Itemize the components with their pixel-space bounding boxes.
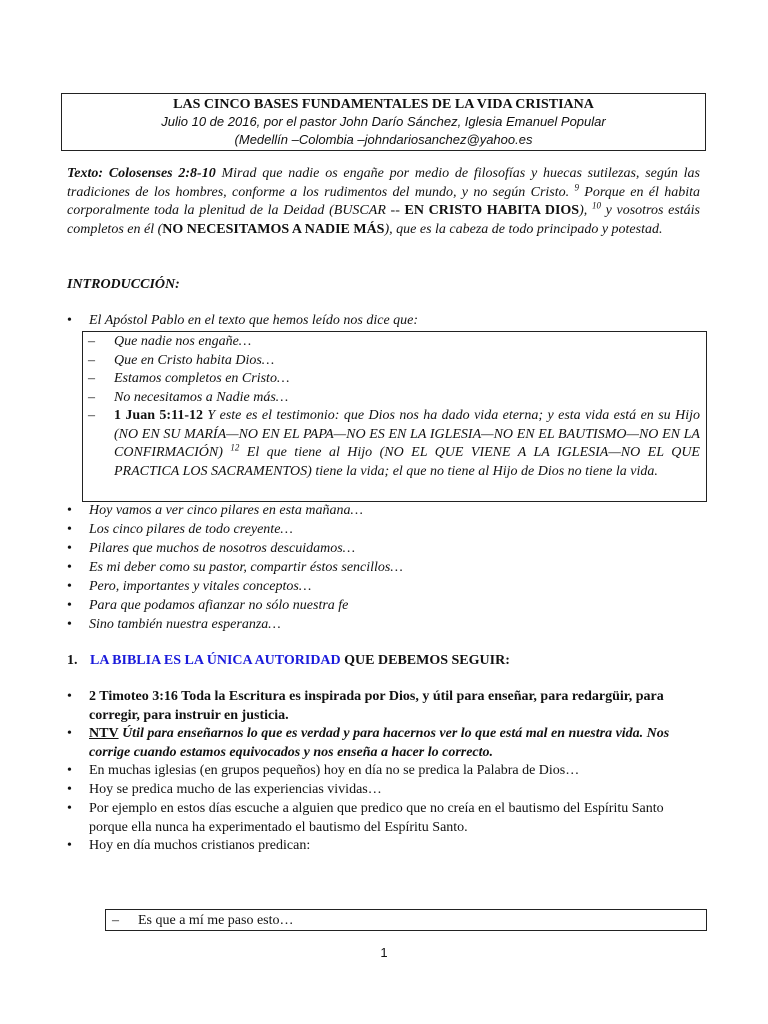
document-title: LAS CINCO BASES FUNDAMENTALES DE LA VIDA CRISTIANA (173, 97, 594, 112)
list-item (67, 688, 700, 725)
scripture-bold-2: NO NECESITAMOS A NADIE MÁS (162, 221, 385, 237)
scripture-text (67, 165, 700, 239)
section-heading-rest: QUE DEBEMOS SEGUIR: (340, 653, 510, 668)
ntv-label: NTV (89, 726, 119, 741)
page-number: 1 (380, 945, 388, 960)
list-item (67, 521, 293, 540)
sec1-item: Hoy se predica mucho de las experiencias vividas… (89, 782, 382, 797)
bullet-marker: • (67, 560, 72, 575)
example-text: Es que a mí me paso esto… (138, 913, 294, 928)
dash-marker: – (88, 408, 95, 423)
pillar-bullet: Pero, importantes y vitales conceptos… (89, 579, 312, 594)
scripture-part4: y vosotros estáis completos en él ( (67, 203, 700, 237)
pillar-bullet: Los cinco pilares de todo creyente… (89, 522, 293, 537)
list-item (67, 312, 418, 331)
scripture-part3: ), (579, 203, 592, 218)
section-number: 1. (67, 653, 78, 668)
list-item (67, 616, 281, 635)
quote-item: Que nadie nos engañe… (114, 334, 252, 349)
pillar-bullet: Es mi deber como su pastor, compartir éstos sencillos… (89, 560, 403, 575)
list-item (67, 578, 311, 597)
scripture-part5: ), que es la cabeza de todo principado y potestad. (384, 221, 663, 237)
scripture-part1: Mirad que nadie os engañe por medio de filosofías y huecas sutilezas, según las tradiciones de los hombres, conforme a los rudimentos del mundo, y no según Cristo. (67, 166, 700, 200)
dash-marker: – (88, 352, 95, 368)
document-subtitle-date: Julio 10 de 2016, por el pastor John Darío Sánchez, Iglesia Emanuel Popular (161, 114, 606, 129)
intro-bullet-text: El Apóstol Pablo en el texto que hemos leído nos dice que: (89, 313, 419, 328)
verse-number-12: 12 (230, 442, 240, 453)
list-item (67, 540, 355, 559)
bullet-marker: • (67, 726, 72, 741)
list-item (67, 597, 348, 616)
title-box (61, 93, 706, 151)
scripture-label: Texto: Colosenses 2:8-10 (67, 166, 216, 181)
bullet-marker: • (67, 541, 72, 556)
bullet-marker: • (67, 617, 72, 632)
section-heading-highlight: LA BIBLIA ES LA ÚNICA AUTORIDAD (90, 653, 341, 668)
sec1-item: Hoy en día muchos cristianos predican: (89, 838, 311, 853)
dash-marker: – (88, 371, 95, 386)
scripture-bold-1: EN CRISTO HABITA DIOS (404, 203, 580, 218)
list-item (67, 837, 310, 856)
list-item (88, 352, 700, 371)
example-box (105, 909, 707, 931)
list-item (67, 559, 403, 578)
quote-item: Estamos completos en Cristo… (114, 371, 290, 386)
bullet-marker: • (67, 598, 72, 613)
list-item (67, 502, 363, 521)
bullet-marker: • (67, 522, 72, 537)
pillar-bullet: Hoy vamos a ver cinco pilares en esta mañana… (89, 503, 363, 518)
john-reference: 1 Juan 5:11-12 (114, 408, 203, 423)
bullet-marker: • (67, 763, 72, 778)
bullet-marker: • (67, 503, 72, 518)
bullet-marker: • (67, 801, 72, 816)
list-item (88, 370, 700, 389)
dash-marker: – (88, 334, 95, 349)
bullet-marker: • (67, 782, 72, 797)
dash-marker: – (88, 389, 95, 405)
list-item (67, 725, 700, 762)
sec1-item: Por ejemplo en estos días escuche a alguien que predico que no creía en el bautismo del Espíritu Santo porque ella nunca ha experimentado el bautismo del Espíritu Santo. (89, 801, 664, 835)
document-subtitle-location: (Medellín –Colombia –johndariosanchez@yahoo.es (234, 132, 533, 147)
list-item (67, 762, 579, 781)
timoteo-verse: 2 Timoteo 3:16 Toda la Escritura es inspirada por Dios, y útil para enseñar, para redargüir, para corregir, para instruir en justicia. (89, 689, 664, 723)
sec1-item: En muchas iglesias (en grupos pequeños) hoy en día no se predica la Palabra de Dios… (89, 763, 580, 778)
ntv-text: Útil para enseñarnos lo que es verdad y para hacernos ver lo que está mal en nuestra vida. Nos corrige cuando estamos equivocados y nos enseña a hacer lo correcto. (89, 726, 670, 760)
list-item (88, 389, 700, 408)
quote-box (82, 331, 707, 502)
intro-heading: INTRODUCCIÓN: (67, 277, 180, 292)
dash-marker: – (112, 913, 119, 928)
quote-item: Que en Cristo habita Dios… (114, 352, 275, 368)
list-item (88, 333, 700, 352)
list-item (67, 781, 382, 800)
pillar-bullet: Sino también nuestra esperanza… (89, 617, 281, 632)
section-1-heading (67, 652, 510, 671)
bullet-marker: • (67, 579, 72, 594)
john-text-1: Y este es el testimonio: que Dios nos ha dado vida eterna; y esta vida está en su Hijo (NO EN SU MARÍA—NO EN EL PAPA—NO ES EN LA IGLESIA—NO EN EL BAUTISMO—NO EN LA CONFIRMACIÓN) (114, 408, 700, 460)
quote-item: No necesitamos a Nadie más… (114, 389, 289, 405)
bullet-marker: • (67, 313, 72, 328)
bullet-marker: • (67, 689, 72, 704)
verse-number-9: 9 (574, 181, 579, 192)
pillar-bullet: Para que podamos afianzar no sólo nuestra fe (89, 598, 349, 613)
list-item (67, 800, 687, 837)
bullet-marker: • (67, 838, 72, 853)
quote-item-john (114, 407, 700, 481)
scripture-part2: Porque en él habita corporalmente toda la plenitud de la Deidad (BUSCAR -- (67, 184, 700, 218)
pillar-bullet: Pilares que muchos de nosotros descuidamos… (89, 541, 356, 556)
john-text-2: El que tiene al Hijo (NO EL QUE VIENE A LA IGLESIA—NO EL QUE PRACTICA LOS SACRAMENTOS) tiene la vida; el que no tiene al Hijo de Dios no tiene la vida. (114, 445, 700, 479)
verse-number-10: 10 (591, 200, 601, 211)
list-item (88, 407, 700, 481)
